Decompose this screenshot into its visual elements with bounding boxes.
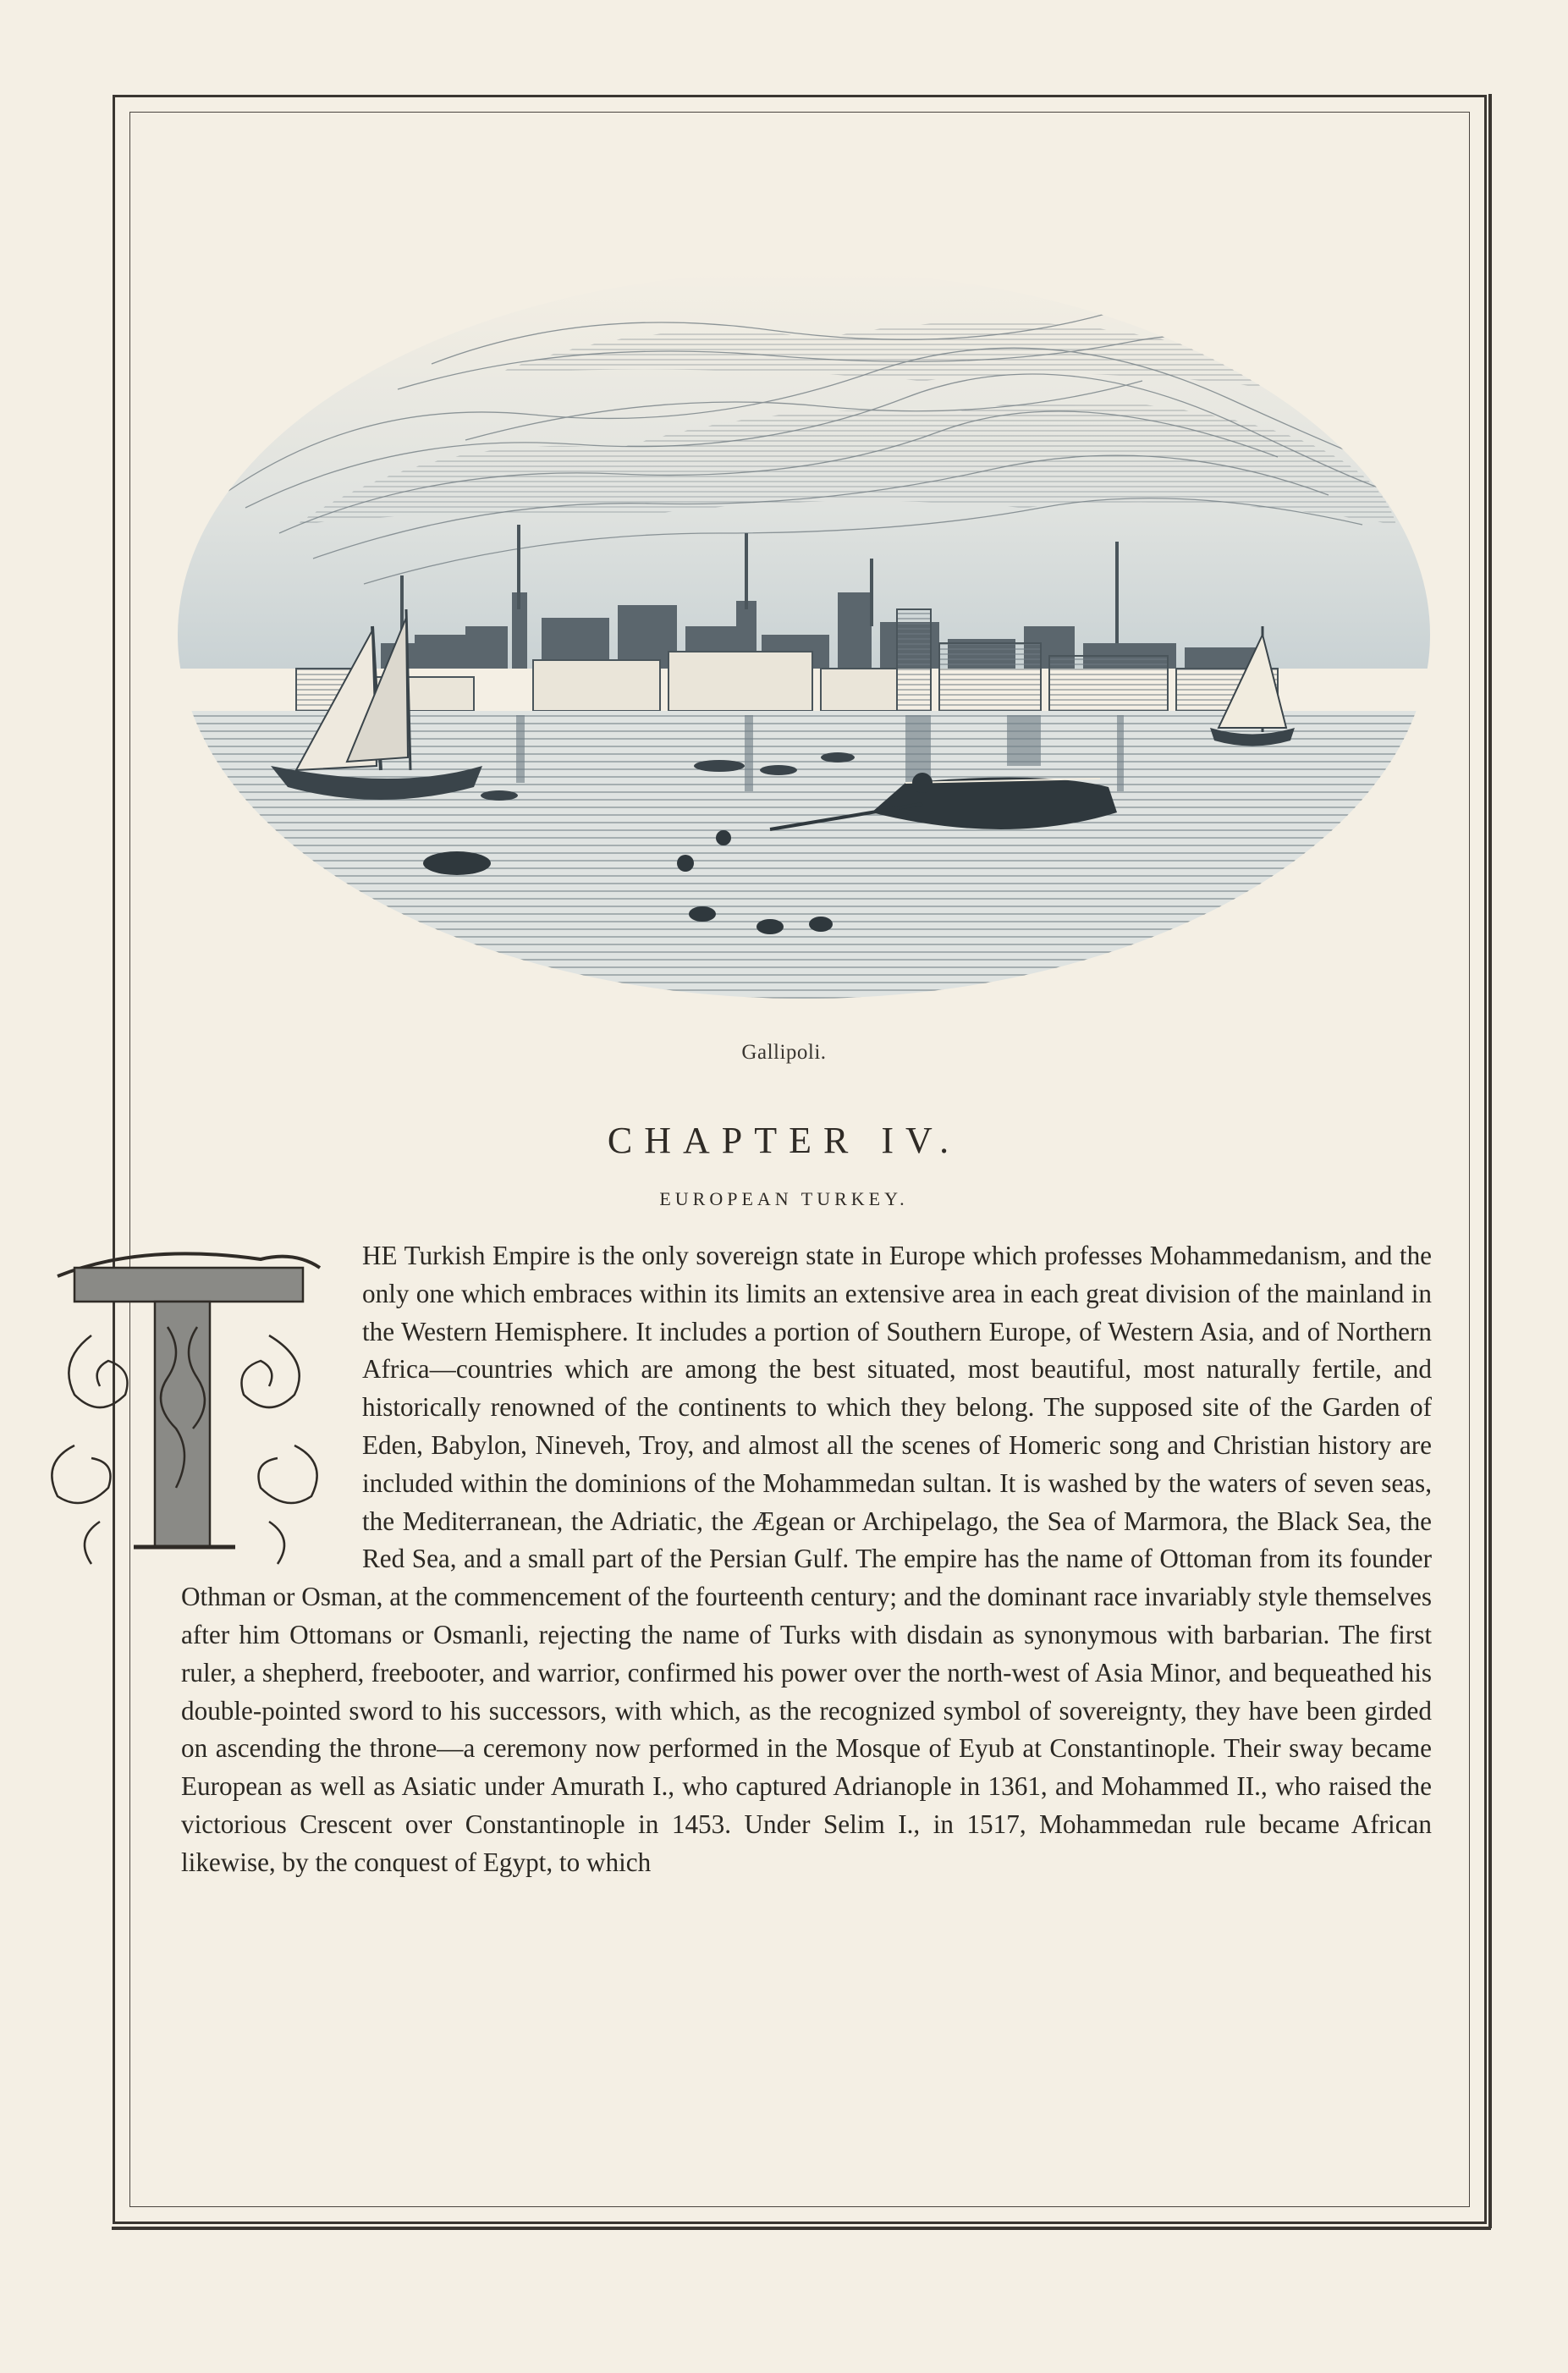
chapter-body <box>181 1237 1432 1882</box>
chapter-subtitle: EUROPEAN TURKEY. <box>659 1188 909 1209</box>
ornamental-initial-t-icon <box>0 1237 362 1572</box>
gallipoli-illustration <box>178 271 1430 1032</box>
body-paragraph: Turkish Empire is the only sovereign state in Europe which professes Mohammedanism, and the only one which embraces within its limits an extensive area in each great division of the mainland in the Western Hemisphere. It includes a portion of Southern Europe, of Western Asia, and of Northern Africa—countries which are among the best situated, most beautiful, most naturally fertile, and historically renowned of the continents to which they belong. The supposed site of the Garden of Eden, Babylon, Nineveh, Troy, and almost all the scenes of Homeric song and Christian history are included within the dominions of the Mohammedan sultan. It is washed by the waters of seven seas, the Mediterranean, the Adriatic, the Ægean or Archipelago, the Sea of Marmora, the Black Sea, the Red Sea, and a small part of the Persian Gulf. The empire has the name of Ottoman from its founder Othman or Osman, at the commencement of the fourteenth century; and the dominant race invariably style themselves after him Ottomans or Osmanli, rejecting the name of Turks with disdain as synonymous with barbarian. The first ruler, a shepherd, freebooter, and warrior, confirmed his power over the north-west of Asia Minor, and bequeathed his double-pointed sword to his successors, with which, as the recognized symbol of sovereignty, they have been girded on ascending the throne—a ceremony now performed in the Mosque of Eyub at Constantinople. Their sway became European as well as Asiatic under Amurath I., who captured Adrianople in 1361, and Mohammed II., who raised the victorious Crescent over Constantinople in 1453. Under Selim I., in 1517, Mohammedan rule became African likewise, by the conquest of Egypt, to which <box>181 1241 1432 1877</box>
drop-cap-letter-rest: HE <box>362 1241 398 1270</box>
illustration-caption: Gallipoli. <box>741 1041 827 1064</box>
chapter-heading: CHAPTER IV. <box>607 1120 961 1161</box>
